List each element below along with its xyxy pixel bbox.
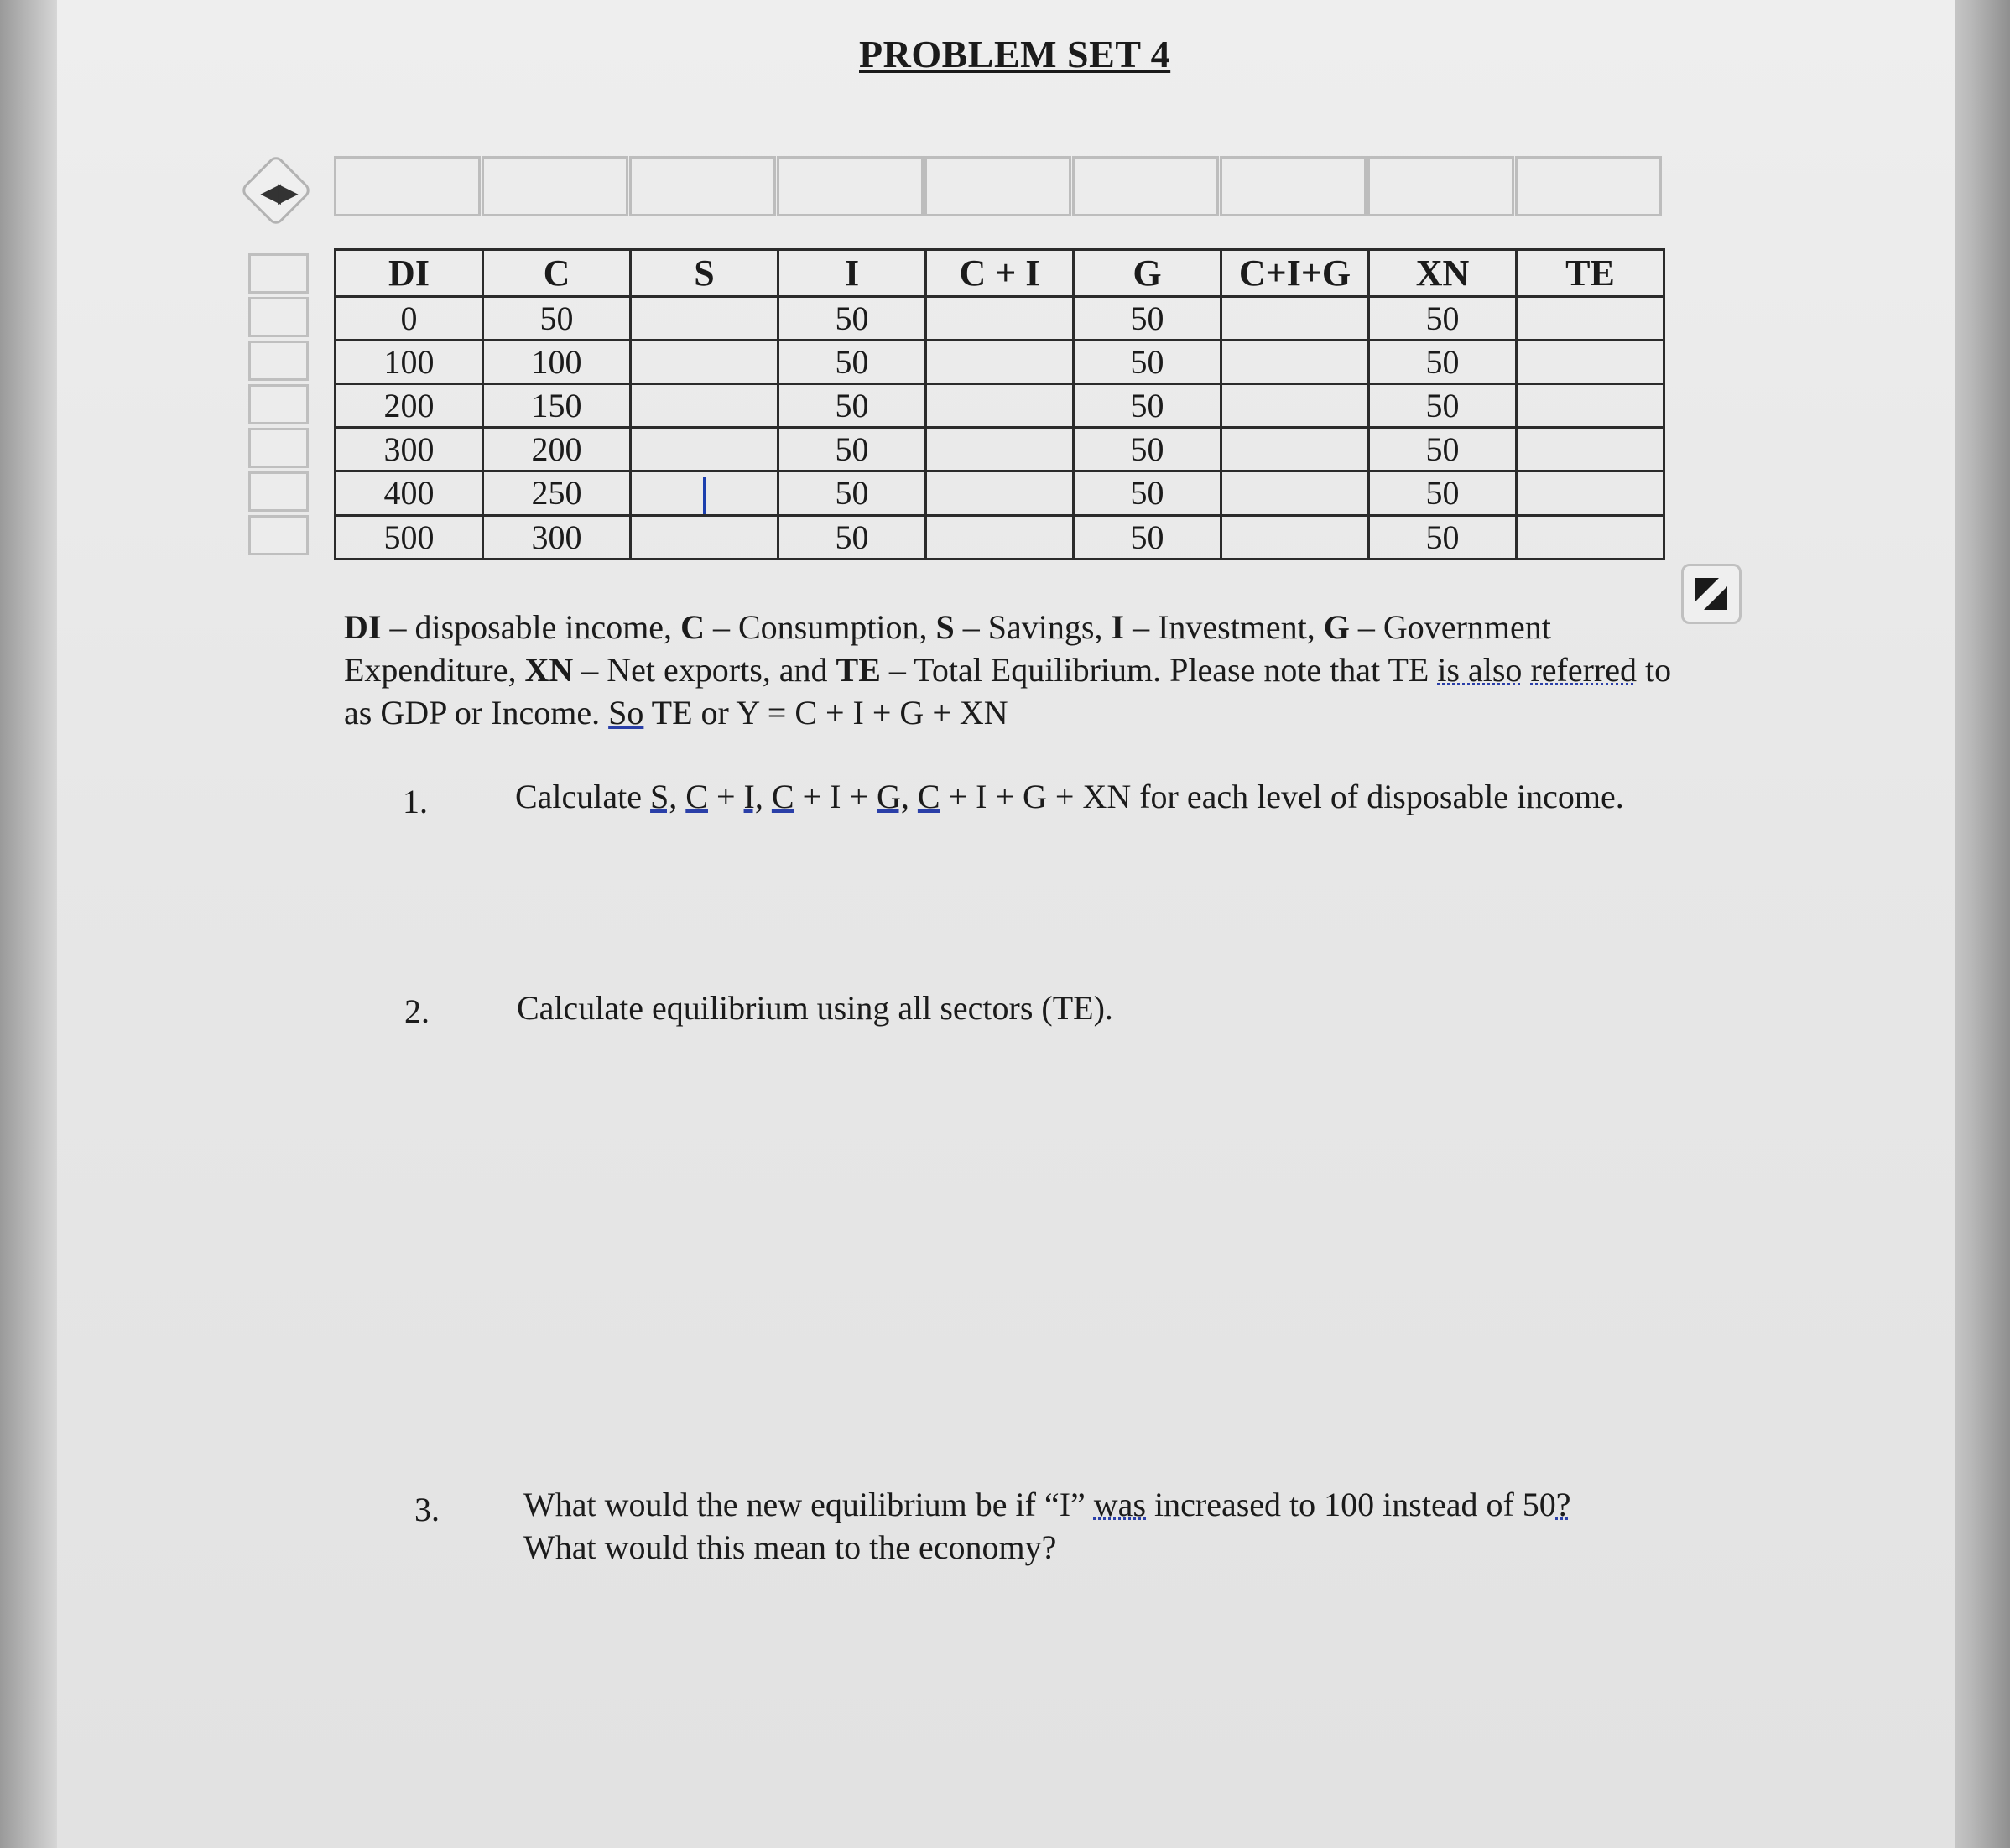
table-row [336, 384, 1664, 428]
row-selector-bar [248, 253, 312, 559]
table-cell[interactable]: 50 [1369, 428, 1517, 471]
table-cell[interactable] [1517, 515, 1664, 559]
header-cell[interactable]: C+I+G [1221, 250, 1369, 297]
question-2-text: Calculate equilibrium using all sectors (TE). [517, 989, 1113, 1027]
table-cell[interactable]: 50 [778, 428, 926, 471]
column-selector[interactable] [1220, 156, 1367, 216]
table-row [336, 471, 1664, 516]
header-cell[interactable]: G [1074, 250, 1221, 297]
row-selector[interactable] [248, 515, 309, 555]
grammar-flag[interactable]: is also [1437, 651, 1523, 689]
table-cell[interactable]: 250 [483, 471, 631, 516]
left-right-arrows-icon[interactable]: ◀▶ [260, 176, 295, 208]
table-cell[interactable]: 50 [778, 471, 926, 516]
table-cell[interactable]: 150 [483, 384, 631, 428]
text-cursor [703, 477, 706, 514]
question-number: 1. [403, 783, 428, 820]
header-cell[interactable]: S [631, 250, 778, 297]
table-cell[interactable]: 50 [1074, 471, 1221, 516]
table-cell[interactable] [926, 428, 1074, 471]
table-cell[interactable]: 50 [483, 297, 631, 341]
table-cell[interactable]: 300 [483, 515, 631, 559]
header-cell[interactable]: TE [1517, 250, 1664, 297]
row-selector[interactable] [248, 341, 309, 381]
grammar-flag[interactable]: ? [1555, 1486, 1571, 1523]
table-cell[interactable]: 50 [778, 297, 926, 341]
column-selector-bar [334, 156, 1663, 216]
column-selector[interactable] [334, 156, 481, 216]
table-header-row [336, 250, 1664, 297]
table-cell[interactable] [926, 297, 1074, 341]
table-cell[interactable] [926, 471, 1074, 516]
table-cell[interactable]: 50 [1074, 341, 1221, 384]
table-cell[interactable] [926, 515, 1074, 559]
header-cell[interactable]: C [483, 250, 631, 297]
table-cell[interactable] [1221, 341, 1369, 384]
table-cell[interactable]: 50 [1074, 515, 1221, 559]
table-cell[interactable]: 50 [1369, 297, 1517, 341]
table-cell[interactable]: 0 [336, 297, 483, 341]
column-selector[interactable] [482, 156, 628, 216]
row-selector[interactable] [248, 471, 309, 512]
question-number: 2. [404, 992, 430, 1030]
column-selector[interactable] [777, 156, 924, 216]
table-cell[interactable] [1517, 341, 1664, 384]
table-cell[interactable]: 50 [1369, 515, 1517, 559]
table-cell[interactable] [926, 384, 1074, 428]
page-title: PROBLEM SET 4 [859, 33, 1171, 75]
table-cell[interactable]: 100 [483, 341, 631, 384]
table-cell[interactable]: 200 [336, 384, 483, 428]
row-selector[interactable] [248, 428, 309, 468]
table-cell[interactable]: 50 [1369, 341, 1517, 384]
table-cell[interactable] [1221, 384, 1369, 428]
table-cell[interactable] [631, 515, 778, 559]
table-cell[interactable]: 50 [1074, 384, 1221, 428]
table-row [336, 428, 1664, 471]
income-table [334, 248, 1665, 560]
grammar-flag[interactable]: referred [1530, 651, 1637, 689]
table-cell[interactable]: 200 [483, 428, 631, 471]
table-cell[interactable]: 50 [1369, 471, 1517, 516]
table-cell[interactable]: 500 [336, 515, 483, 559]
table-cell[interactable] [1221, 471, 1369, 516]
table-cell[interactable] [1517, 384, 1664, 428]
definitions-paragraph: DI – disposable income, C – Consumption, S – Savings, I – Investment, G – Government Expenditure, XN – Net exports, and TE – Total Equilibrium. Please note that TE is also referred to as GDP or Income. So TE or Y = C + I + G + XN [344, 608, 1672, 731]
table-cell[interactable] [1221, 297, 1369, 341]
table-cell[interactable] [1221, 428, 1369, 471]
table-cell[interactable]: 50 [778, 384, 926, 428]
question-1-text: Calculate S, C + I, C + I + G, C + I + G + XN for each level of disposable income. [515, 778, 1624, 815]
column-selector[interactable] [1072, 156, 1219, 216]
row-selector[interactable] [248, 297, 309, 337]
grammar-flag[interactable]: was [1093, 1486, 1147, 1523]
table-row [336, 297, 1664, 341]
question-number: 3. [414, 1491, 440, 1528]
table-cell[interactable] [1517, 471, 1664, 516]
table-cell[interactable]: 50 [1074, 297, 1221, 341]
column-selector[interactable] [1367, 156, 1514, 216]
table-cell[interactable]: 300 [336, 428, 483, 471]
header-cell[interactable]: I [778, 250, 926, 297]
table-cell[interactable]: 100 [336, 341, 483, 384]
header-cell[interactable]: XN [1369, 250, 1517, 297]
row-selector[interactable] [248, 253, 309, 294]
column-selector[interactable] [924, 156, 1071, 216]
table-cell[interactable]: 50 [1369, 384, 1517, 428]
table-cell[interactable] [631, 384, 778, 428]
column-selector[interactable] [1515, 156, 1662, 216]
spelling-flag[interactable]: So [608, 694, 644, 731]
table-cell[interactable] [631, 341, 778, 384]
table-row [336, 515, 1664, 559]
table-cell[interactable] [631, 471, 778, 516]
header-cell[interactable]: C + I [926, 250, 1074, 297]
table-cell[interactable]: 50 [778, 515, 926, 559]
table-cell[interactable]: 50 [1074, 428, 1221, 471]
table-cell[interactable]: 50 [778, 341, 926, 384]
abbr-di: DI [344, 608, 382, 646]
table-row [336, 341, 1664, 384]
header-cell[interactable]: DI [336, 250, 483, 297]
table-cell[interactable] [1517, 297, 1664, 341]
table-resize-handle[interactable] [1681, 564, 1742, 624]
table-cell[interactable]: 400 [336, 471, 483, 516]
question-3-text: What would the new equilibrium be if “I” was increased to 100 instead of 50? What would this mean to the economy? [523, 1486, 1571, 1566]
resize-corner-icon [1694, 576, 1729, 612]
row-selector[interactable] [248, 384, 309, 424]
column-selector[interactable] [629, 156, 776, 216]
table-cell[interactable] [926, 341, 1074, 384]
table-cell[interactable] [1221, 515, 1369, 559]
table-cell[interactable] [1517, 428, 1664, 471]
table-cell[interactable] [631, 297, 778, 341]
table-cell[interactable] [631, 428, 778, 471]
